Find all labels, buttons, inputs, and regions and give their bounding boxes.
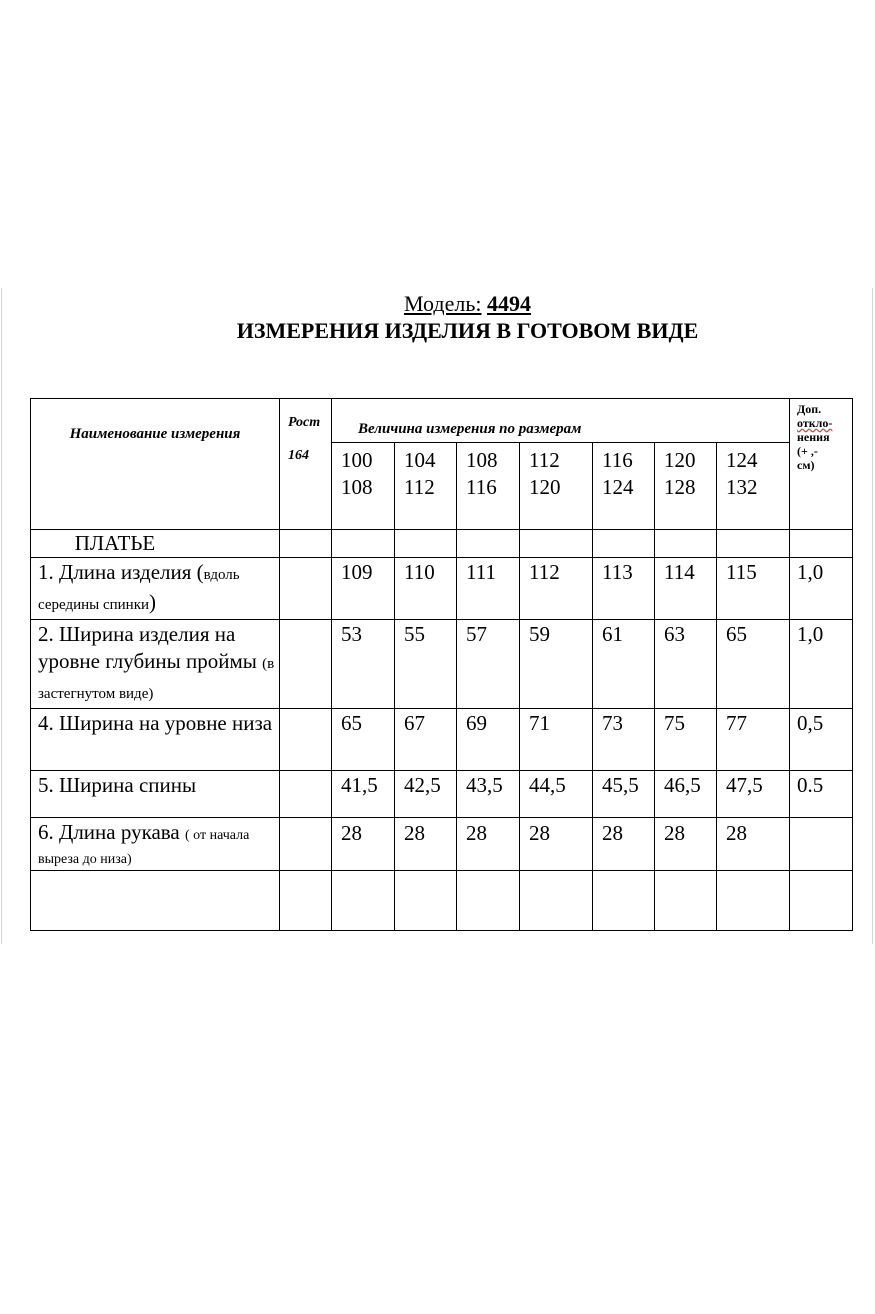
- value-cell: 63: [655, 620, 717, 709]
- rost-value: 164: [288, 448, 309, 463]
- value-cell: 75: [655, 709, 717, 771]
- value-cell: 109: [332, 558, 395, 620]
- value-cell: 111: [457, 558, 520, 620]
- tolerance-line-2: откло-: [797, 416, 833, 430]
- value-cell: 55: [395, 620, 457, 709]
- tolerance-line-4: (+ ,-: [797, 444, 818, 458]
- value-cell: 65: [332, 709, 395, 771]
- tolerance-line-5: см): [797, 458, 815, 472]
- value-cell: 28: [655, 818, 717, 871]
- measurement-name: 1. Длина изделия (вдоль середины спинки): [31, 558, 280, 620]
- document-title: ИЗМЕРЕНИЯ ИЗДЕЛИЯ В ГОТОВОМ ВИДЕ: [236, 318, 699, 343]
- section-row: [31, 530, 853, 558]
- header-row: [31, 399, 853, 443]
- tolerance-line-3: нения: [797, 430, 830, 444]
- value-cell: 69: [457, 709, 520, 771]
- empty-row: [31, 871, 853, 931]
- value-cell: 43,5: [457, 771, 520, 818]
- value-cell: 46,5: [655, 771, 717, 818]
- measurements-table: [30, 398, 853, 931]
- sizes-header: Величина измерения по размерам: [332, 399, 790, 443]
- tolerance-header: [790, 399, 853, 530]
- value-cell: 110: [395, 558, 457, 620]
- value-cell: 59: [520, 620, 593, 709]
- tolerance-cell: 1,0: [790, 620, 853, 709]
- value-cell: 65: [717, 620, 790, 709]
- value-cell: 67: [395, 709, 457, 771]
- value-cell: 42,5: [395, 771, 457, 818]
- value-cell: 28: [332, 818, 395, 871]
- value-cell: 77: [717, 709, 790, 771]
- rost-label: Рост: [288, 415, 321, 430]
- value-cell: 47,5: [717, 771, 790, 818]
- tolerance-cell: 0.5: [790, 771, 853, 818]
- value-cell: 57: [457, 620, 520, 709]
- model-label: Модель:: [404, 291, 482, 316]
- measurement-name: 6. Длина рукава ( от начала выреза до низа): [31, 818, 280, 871]
- table-row: [31, 709, 853, 771]
- size-cell: 120 128: [655, 443, 717, 530]
- value-cell: 28: [457, 818, 520, 871]
- value-cell: 44,5: [520, 771, 593, 818]
- value-cell: 114: [655, 558, 717, 620]
- value-cell: 28: [593, 818, 655, 871]
- measurement-name: 2. Ширина изделия на уровне глубины проймы (в застегнутом виде): [31, 620, 280, 709]
- value-cell: 41,5: [332, 771, 395, 818]
- size-cell: 104 112: [395, 443, 457, 530]
- value-cell: 28: [717, 818, 790, 871]
- measurement-name: 5. Ширина спины: [31, 771, 280, 818]
- table-row: [31, 620, 853, 709]
- size-cell: 108 116: [457, 443, 520, 530]
- value-cell: 113: [593, 558, 655, 620]
- size-cell: 112 120: [520, 443, 593, 530]
- measurement-name: 4. Ширина на уровне низа: [31, 709, 280, 771]
- tolerance-line-1: Доп.: [797, 402, 822, 416]
- value-cell: 28: [395, 818, 457, 871]
- value-cell: 71: [520, 709, 593, 771]
- size-cell: 116 124: [593, 443, 655, 530]
- tolerance-cell: 0,5: [790, 709, 853, 771]
- model-title: [0, 291, 875, 317]
- table-row: [31, 771, 853, 818]
- value-cell: 73: [593, 709, 655, 771]
- value-cell: 53: [332, 620, 395, 709]
- table-row: [31, 558, 853, 620]
- tolerance-cell: 1,0: [790, 558, 853, 620]
- tolerance-cell: [790, 818, 853, 871]
- size-cell: 124 132: [717, 443, 790, 530]
- model-number: 4494: [486, 291, 531, 316]
- table-row: [31, 818, 853, 871]
- name-column-header: Наименование измерения: [31, 399, 280, 530]
- value-cell: 61: [593, 620, 655, 709]
- value-cell: 28: [520, 818, 593, 871]
- size-cell: 100 108: [332, 443, 395, 530]
- rost-header: [280, 399, 332, 530]
- value-cell: 115: [717, 558, 790, 620]
- value-cell: 112: [520, 558, 593, 620]
- section-title: ПЛАТЬЕ: [31, 530, 280, 558]
- value-cell: 45,5: [593, 771, 655, 818]
